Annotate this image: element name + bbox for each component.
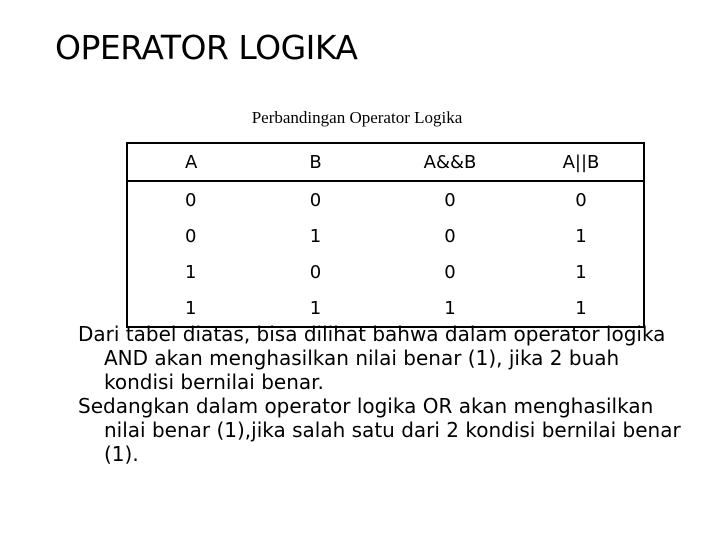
table-cell: 1 — [185, 261, 197, 283]
table-cell: 0 — [309, 261, 322, 283]
header-cell-b: B — [250, 143, 381, 181]
table-row — [127, 181, 644, 218]
table-cell: 0 — [309, 189, 322, 211]
table-cell: 0 — [575, 189, 587, 211]
paragraph-and: Dari tabel diatas, bisa dilihat bahwa dalam operator logika AND akan menghasilkan nilai benar (1), jika 2 buah kondisi bernilai benar. — [78, 322, 666, 394]
explanation-text — [78, 322, 688, 466]
table-cell: 1 — [575, 225, 587, 247]
table-cell: 1 — [519, 290, 644, 327]
table-cell: 1 — [127, 290, 250, 327]
table-cell: 0 — [444, 261, 456, 283]
header-cell-a: A — [127, 143, 250, 181]
table-cell: 1 — [575, 261, 587, 283]
table-cell: 1 — [309, 225, 322, 247]
table-cell: 1 — [381, 290, 519, 327]
slide-title: OPERATOR LOGIKA — [55, 28, 358, 67]
table-cell: 0 — [444, 225, 456, 247]
table-cell: 0 — [185, 225, 197, 247]
paragraph-or: Sedangkan dalam operator logika OR akan menghasilkan nilai benar (1),jika salah satu dari 2 kondisi bernilai benar (1). — [78, 394, 681, 466]
table-header-row — [127, 143, 644, 181]
header-cell-or: A||B — [519, 143, 644, 181]
truth-table — [126, 142, 645, 328]
table-cell: 1 — [250, 290, 381, 327]
table-cell: 0 — [444, 189, 456, 211]
table-cell: 0 — [185, 189, 197, 211]
table-caption-text: Perbandingan Operator Logika — [251, 108, 463, 127]
header-cell-and: A&&B — [381, 143, 519, 181]
table-row — [127, 254, 644, 290]
table-row — [127, 218, 644, 254]
table-caption — [0, 108, 720, 128]
